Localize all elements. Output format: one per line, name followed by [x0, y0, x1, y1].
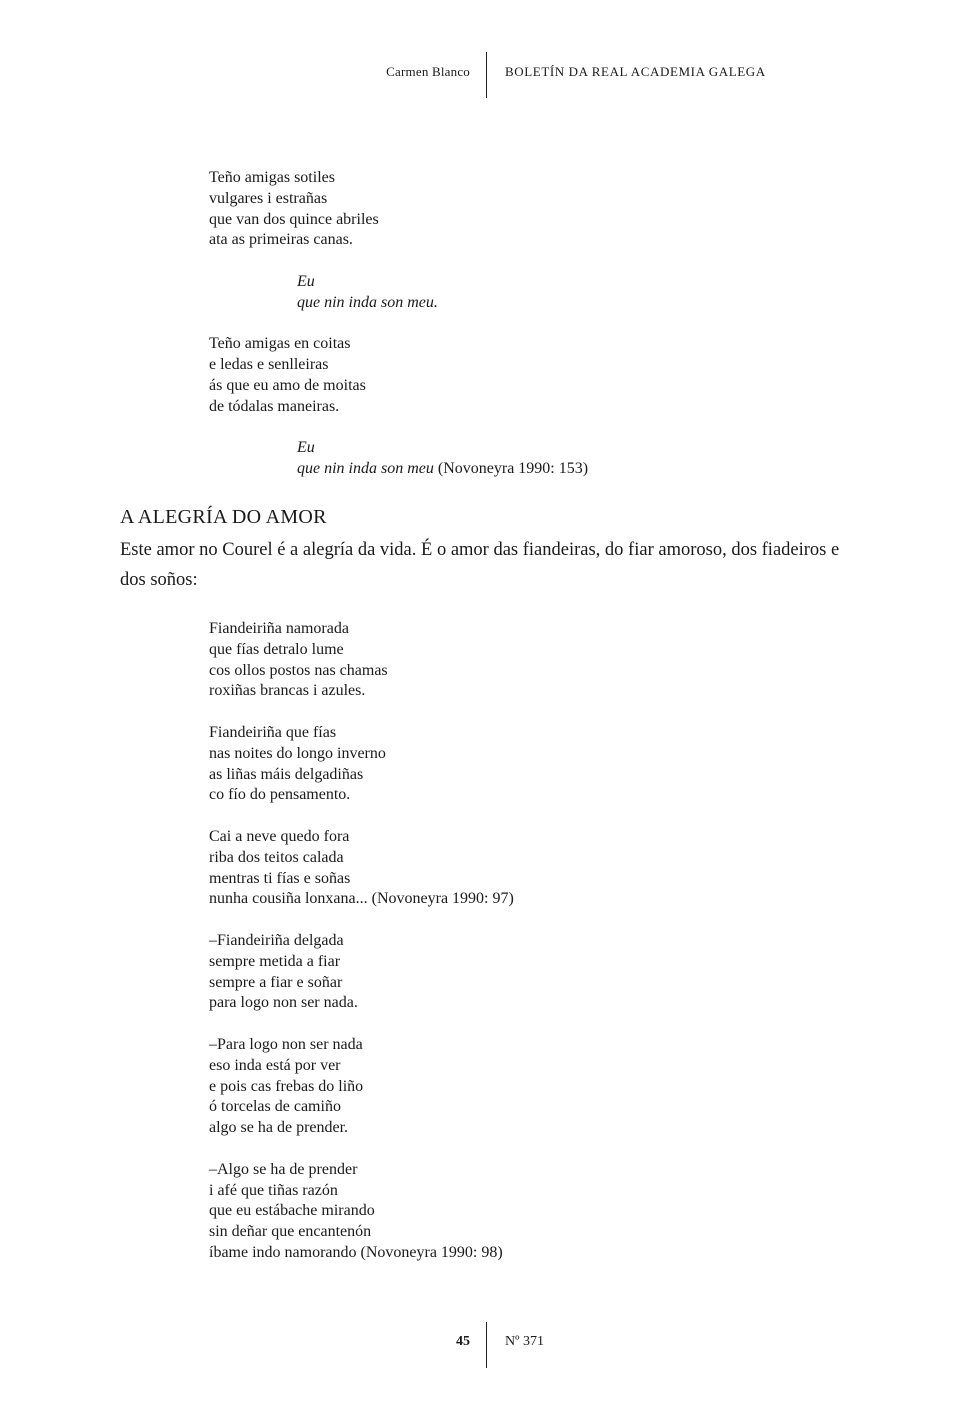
poem-line: as liñas máis delgadiñas	[209, 765, 364, 783]
poem-two-stanza-6	[209, 1160, 514, 1264]
poem-two-stanza-4	[209, 931, 514, 1014]
poem-line: para logo non ser nada.	[209, 994, 358, 1012]
poem-two-stanza-3	[209, 827, 514, 910]
poem-line: Teño amigas en coitas	[209, 335, 351, 353]
section-heading: A ALEGRÍA DO AMOR	[120, 506, 327, 528]
poem-two-stanza-2	[209, 723, 514, 806]
refrain-line: Eu	[297, 272, 315, 290]
poem-line: ata as primeiras canas.	[209, 231, 353, 249]
poem-line: eso inda está por ver	[209, 1056, 341, 1074]
poem-line: sin deñar que encantenón	[209, 1223, 372, 1241]
page-footer	[0, 1322, 975, 1368]
poem-one	[209, 168, 588, 480]
poem-two	[209, 619, 514, 1264]
poem-line: algo se ha de prender.	[209, 1119, 349, 1137]
poem-one-stanza-2	[209, 334, 588, 417]
header-author: Carmen Blanco	[386, 64, 470, 79]
poem-line: riba dos teitos calada	[209, 848, 344, 866]
issue-number: Nº 371	[505, 1334, 544, 1349]
page-number: 45	[456, 1334, 470, 1349]
poem-line: de tódalas maneiras.	[209, 397, 340, 415]
poem-line: que van dos quince abriles	[209, 210, 379, 228]
poem-line: que eu estábache mirando	[209, 1202, 375, 1220]
poem-line: ó torcelas de camiño	[209, 1098, 341, 1116]
poem-line: sempre a fiar e soñar	[209, 973, 343, 991]
poem-two-stanza-1	[209, 619, 514, 702]
poem-line: co fío do pensamento.	[209, 786, 351, 804]
poem-two-stanza-5	[209, 1035, 514, 1139]
poem-line: –Fiandeiriña delgada	[209, 931, 344, 949]
poem-line: cos ollos postos nas chamas	[209, 661, 388, 679]
citation: (Novoneyra 1990: 153)	[433, 460, 589, 478]
poem-line: mentras ti fías e soñas	[209, 869, 351, 887]
poem-one-refrain-1	[209, 272, 588, 314]
poem-line: Teño amigas sotiles	[209, 169, 335, 186]
poem-line: roxiñas brancas i azules.	[209, 682, 366, 700]
header-journal-title: BOLETÍN DA REAL ACADEMIA GALEGA	[505, 64, 766, 79]
poem-line: íbame indo namorando (Novoneyra 1990: 98)	[209, 1243, 503, 1261]
poem-line: sempre metida a fiar	[209, 952, 341, 970]
poem-line: vulgares i estrañas	[209, 189, 328, 207]
poem-line: ás que eu amo de moitas	[209, 376, 366, 394]
poem-line: que fías detralo lume	[209, 640, 344, 658]
poem-line: nas noites do longo inverno	[209, 744, 386, 762]
poem-line: Fiandeiriña que fías	[209, 723, 337, 741]
refrain-italic-text: que nin inda son meu	[297, 460, 434, 478]
poem-one-stanza-1	[209, 168, 588, 251]
footer-divider	[486, 1322, 487, 1368]
poem-line: Fiandeiriña namorada	[209, 620, 349, 637]
poem-line: nunha cousiña lonxana... (Novoneyra 1990: 97)	[209, 890, 514, 908]
poem-line: i afé que tiñas razón	[209, 1181, 338, 1199]
running-header	[0, 52, 975, 98]
poem-line: Cai a neve quedo fora	[209, 827, 350, 845]
refrain-line: que nin inda son meu.	[297, 293, 438, 311]
poem-line: e ledas e senlleiras	[209, 356, 329, 374]
poem-one-refrain-2	[209, 438, 588, 480]
poem-line: –Para logo non ser nada	[209, 1035, 363, 1053]
poem-line: e pois cas frebas do liño	[209, 1077, 364, 1095]
refrain-line-with-citation	[209, 459, 588, 480]
section-paragraph: Este amor no Courel é a alegría da vida. É o amor das fiandeiras, do fiar amoroso, dos fiadeiros e dos soños:	[120, 540, 840, 590]
poem-line: –Algo se ha de prender	[209, 1160, 358, 1178]
refrain-line: Eu	[297, 439, 315, 457]
header-divider	[486, 52, 487, 98]
